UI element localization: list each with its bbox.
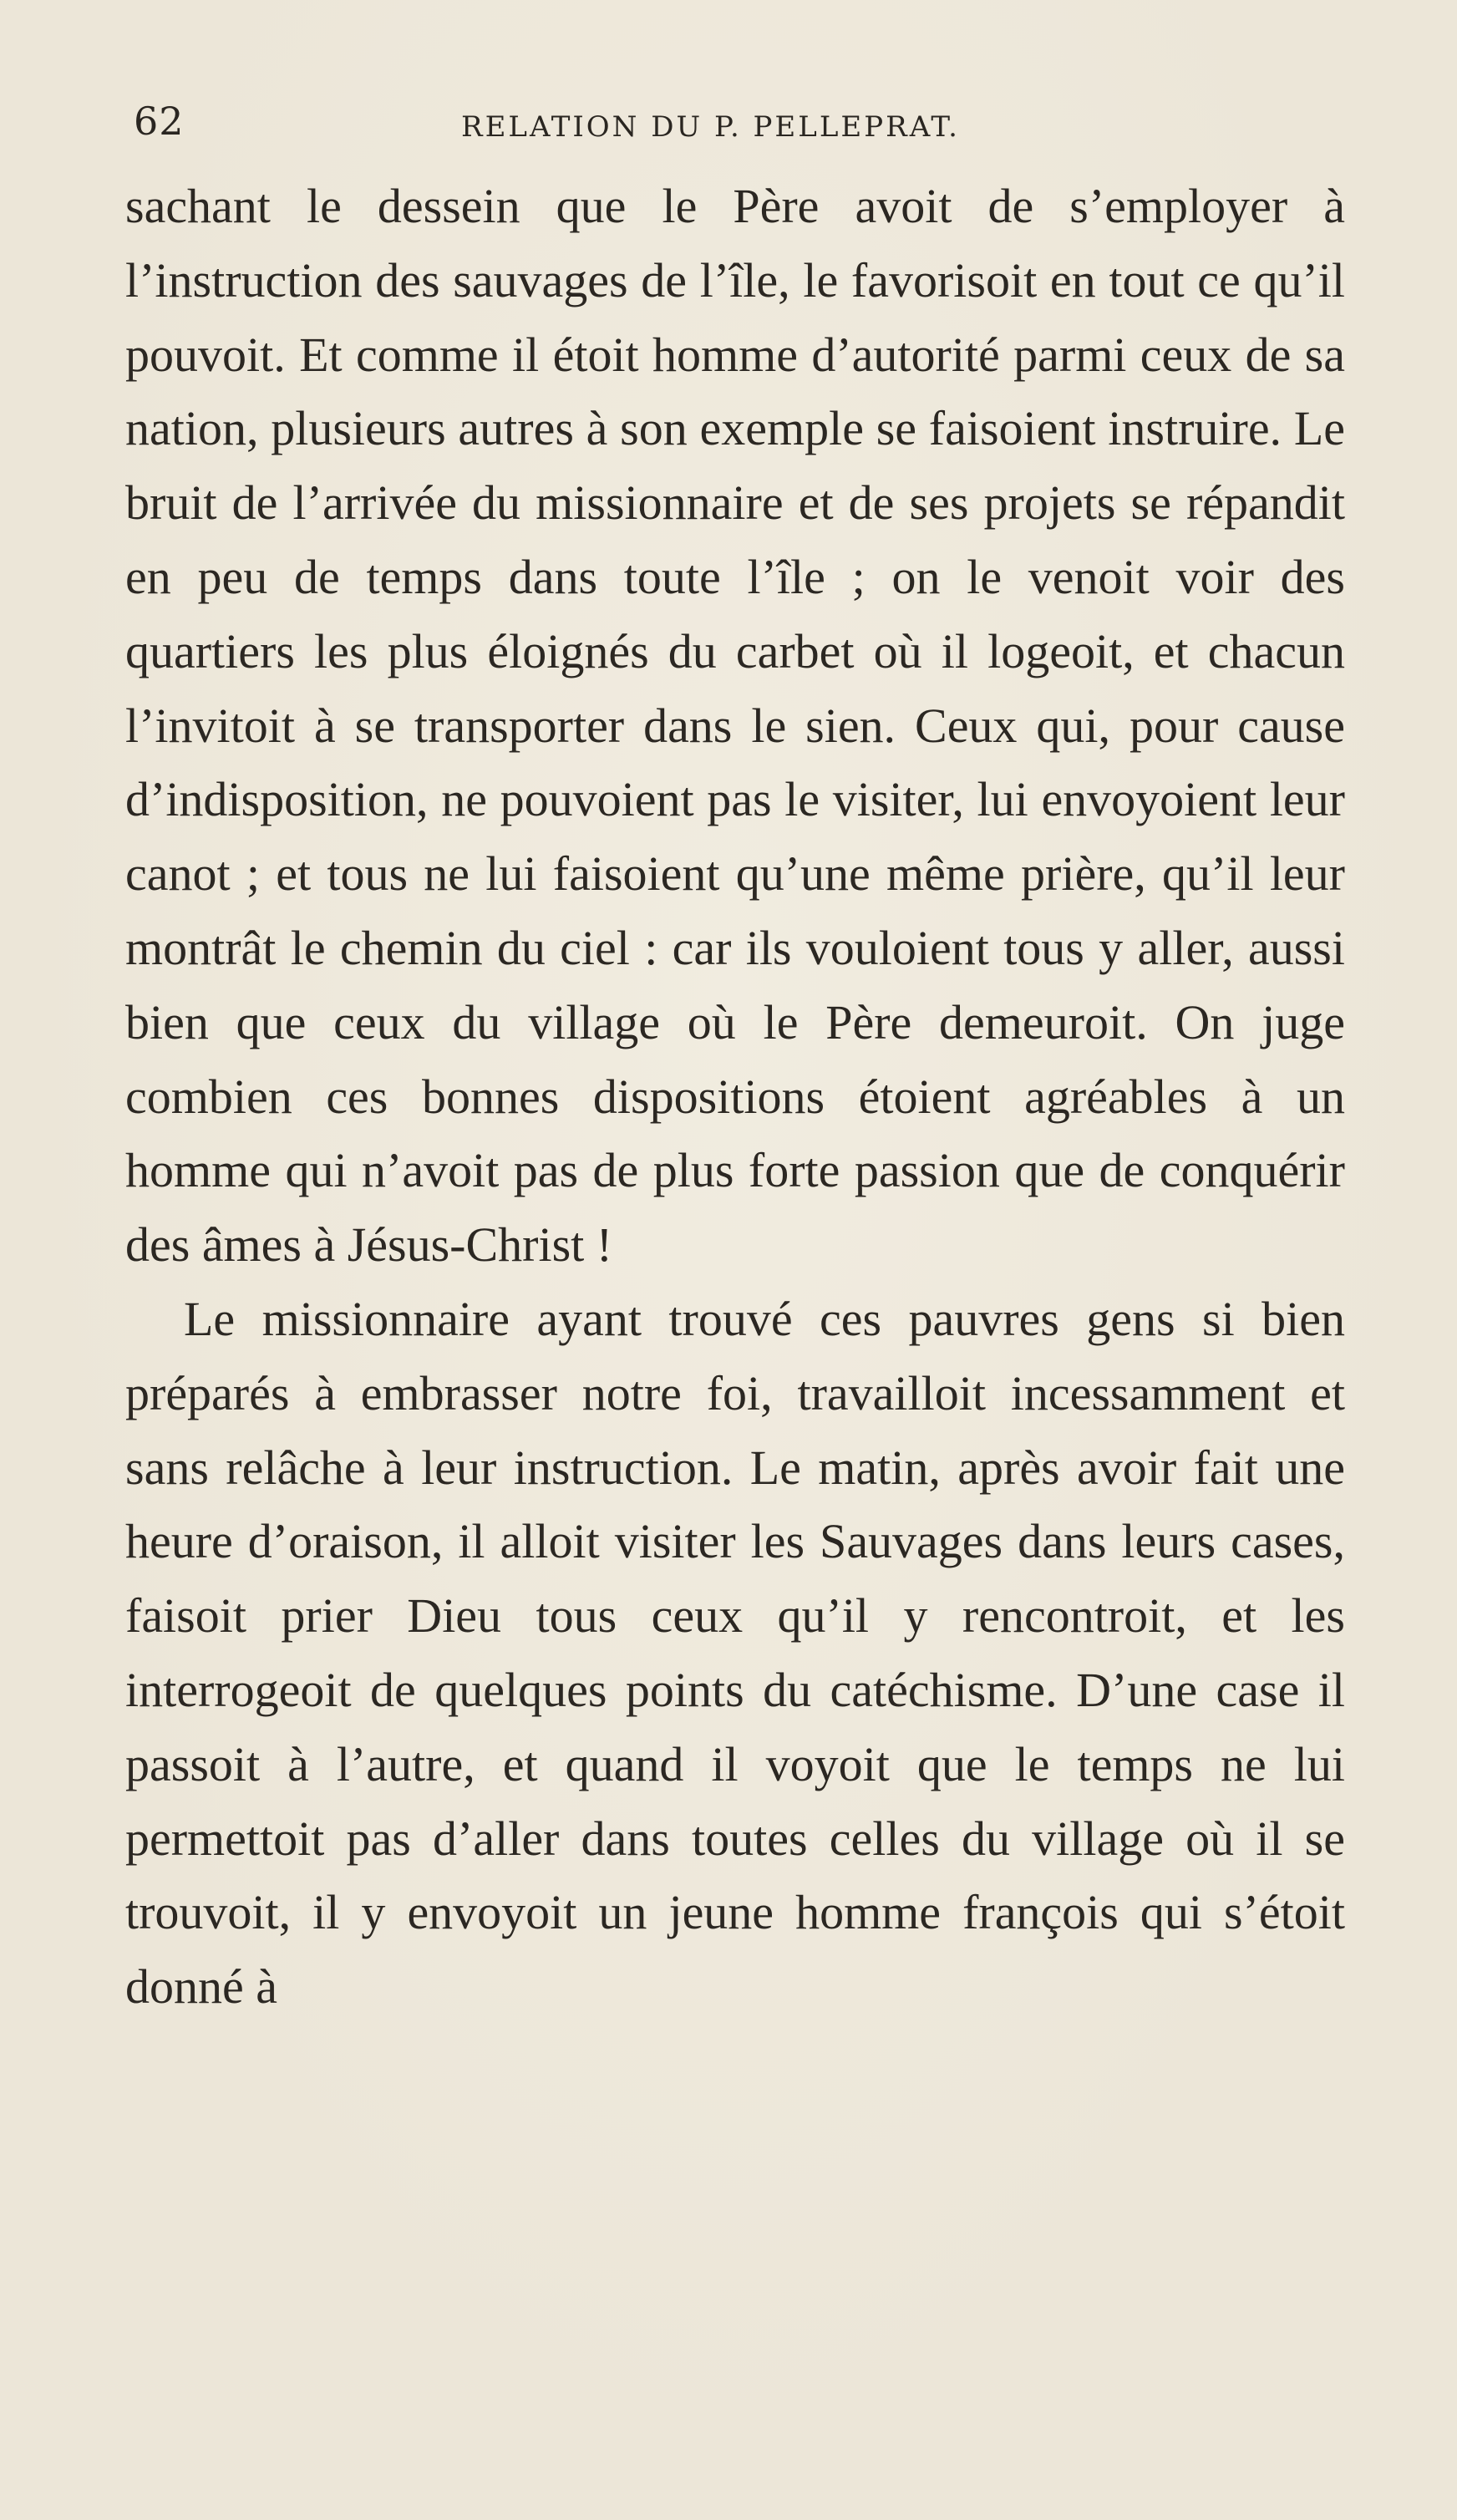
body-text bbox=[125, 170, 1345, 2025]
paragraph-continued: sachant le dessein que le Père avoit de s’employer à l’instruction des sauvages de l’île, le favorisoit en tout ce qu’il pouvoit. Et comme il étoit homme d’autorité parmi ceux de sa nation, plusieurs autres à son exemple se faisoient instruire. Le bruit de l’arrivée du missionnaire et de ses projets se répandit en peu de temps dans toute l’île ; on le venoit voir des quartiers les plus éloignés du carbet où il logeoit, et chacun l’invitoit à se transporter dans le sien. Ceux qui, pour cause d’indisposition, ne pouvoient pas le visiter, lui envoyoient leur canot ; et tous ne lui faisoient qu’une même prière, qu’il leur montrât le chemin du ciel : car ils vouloient tous y aller, aussi bien que ceux du village où le Père demeuroit. On juge combien ces bonnes dispositions étoient agréables à un homme qui n’avoit pas de plus forte passion que de conquérir des âmes à Jésus-Christ ! bbox=[125, 179, 1345, 1273]
page-number: 62 bbox=[134, 99, 185, 144]
paragraph: Le missionnaire ayant trouvé ces pauvres gens si bien préparés à embrasser notre foi, travailloit incessamment et sans relâche à leur instruction. Le matin, après avoir fait une heure d’oraison, il alloit visiter les Sauvages dans leurs cases, faisoit prier Dieu tous ceux qu’il y rencontroit, et les interrogeoit de quelques points du catéchisme. D’une case il passoit à l’autre, et quand il voyoit que le temps ne lui permettoit pas d’aller dans toutes celles du village où il se trouvoit, il y envoyoit un jeune homme françois qui s’étoit donné à bbox=[125, 1291, 1345, 2014]
page-header bbox=[127, 99, 1347, 165]
running-head: RELATION DU P. PELLEPRAT. bbox=[461, 110, 960, 144]
